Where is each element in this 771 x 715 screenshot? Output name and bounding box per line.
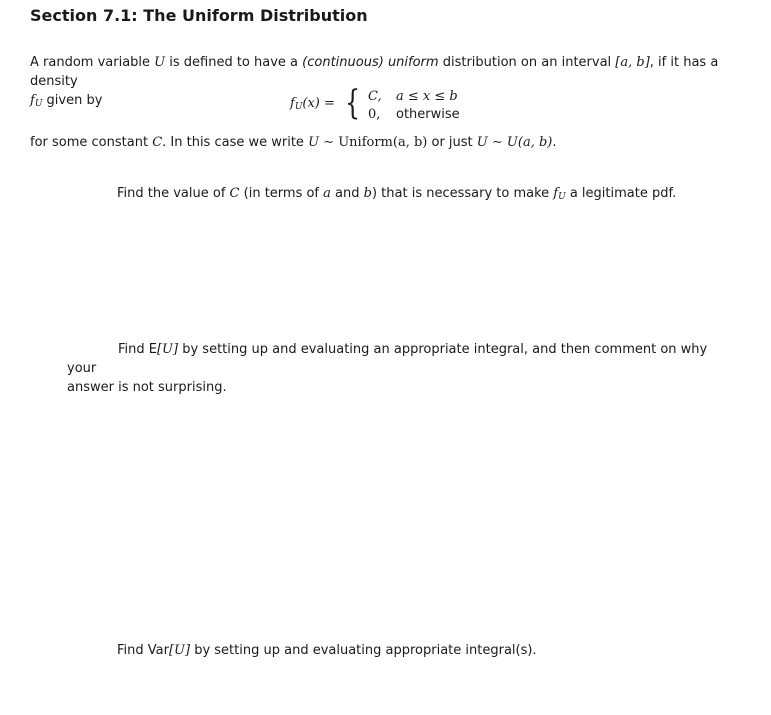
q1-text: (in terms of xyxy=(239,186,324,201)
tilde: ∼ xyxy=(487,135,507,150)
q3-text: Find Var xyxy=(117,643,169,658)
var-f-sub: U xyxy=(558,192,566,202)
intro-text: is defined to have a xyxy=(165,55,303,70)
variance-arg: [U] xyxy=(168,643,191,658)
formula-lhs-f: f xyxy=(290,96,295,111)
intro-emph: (continuous) xyxy=(302,55,384,70)
after-text: . In this case we write xyxy=(162,135,309,150)
question-3 xyxy=(117,641,537,660)
var-U: U xyxy=(308,135,320,150)
interval: [a, b] xyxy=(615,55,650,70)
var-C: C xyxy=(152,135,163,150)
after-text: for some constant xyxy=(30,135,153,150)
case2-condition: otherwise xyxy=(396,107,460,122)
intro-emph: uniform xyxy=(387,55,439,70)
q1-text: a legitimate pdf. xyxy=(565,186,677,201)
question-1 xyxy=(117,184,676,207)
formula-lhs xyxy=(290,96,335,112)
formula-lhs-sub: U xyxy=(294,102,303,112)
q2-text: by setting up and evaluating an appropriate integral, and then comment on why your xyxy=(67,342,708,376)
var-a: a xyxy=(323,186,331,201)
after-paragraph xyxy=(30,133,557,152)
var-U: U xyxy=(154,55,166,70)
intro-text: A random variable xyxy=(30,55,155,70)
q1-text: Find the value of xyxy=(117,186,230,201)
section-title: Section 7.1: The Uniform Distribution xyxy=(30,6,368,25)
var-f: f xyxy=(553,186,559,201)
var-C: C xyxy=(229,186,240,201)
intro-text: , if it has a density xyxy=(30,55,719,89)
q1-text: and xyxy=(330,186,364,201)
q3-text: by setting up and evaluating appropriate integral(s). xyxy=(190,643,537,658)
tilde: ∼ xyxy=(319,135,339,150)
question-2 xyxy=(67,340,737,397)
case1-condition: a ≤ x ≤ b xyxy=(396,89,458,104)
short-notation: U(a, b) xyxy=(506,135,553,150)
var-f-sub: U xyxy=(34,99,43,109)
uniform-notation: Uniform(a, b) xyxy=(338,135,428,150)
q2-text-line2: answer is not surprising. xyxy=(67,380,227,395)
intro-text: distribution on an interval xyxy=(438,55,616,70)
var-f: f xyxy=(30,93,35,108)
case1-value: C, xyxy=(368,89,382,104)
expectation-arg: [U] xyxy=(156,342,179,357)
after-text: . xyxy=(552,135,557,150)
intro-paragraph xyxy=(30,53,740,114)
var-b: b xyxy=(363,186,372,201)
after-text: or just xyxy=(427,135,477,150)
formula-lhs-tail: (x) = xyxy=(302,96,335,111)
q1-text: ) that is necessary to make xyxy=(371,186,554,201)
left-brace: { xyxy=(345,83,361,123)
q2-text: Find E xyxy=(118,342,157,357)
var-U: U xyxy=(476,135,488,150)
case2-value: 0, xyxy=(368,107,381,122)
intro-text: given by xyxy=(42,93,103,108)
